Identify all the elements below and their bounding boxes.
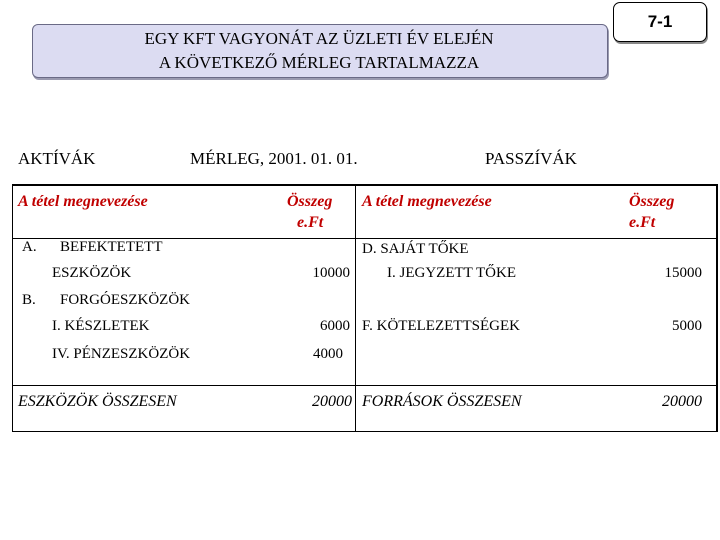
table-divider-middle (355, 184, 356, 432)
liabilities-total-label: FORRÁSOK ÖSSZESEN (362, 393, 522, 410)
col-amount-right-1: Összeg (629, 193, 675, 210)
asset-a-name-2: ESZKÖZÖK (52, 265, 132, 281)
assets-header: AKTÍVÁK (18, 149, 96, 168)
title-line-2: A KÖVETKEZŐ MÉRLEG TARTALMAZZA (158, 53, 480, 72)
asset-a-label: A. (22, 239, 37, 255)
slide-number: 7-1 (613, 2, 707, 42)
liability-f-value: 5000 (672, 318, 702, 334)
liabilities-header: PASSZÍVÁK (485, 149, 577, 168)
title-line-1: EGY KFT VAGYONÁT AZ ÜZLETI ÉV ELEJÉN (144, 29, 494, 48)
asset-b4-name: IV. PÉNZESZKÖZÖK (52, 346, 191, 362)
assets-total-label: ESZKÖZÖK ÖSSZESEN (18, 393, 177, 410)
balance-sheet-date: MÉRLEG, 2001. 01. 01. (190, 149, 358, 168)
liability-d1-value: 15000 (664, 265, 702, 281)
asset-b4-value: 4000 (313, 346, 343, 362)
asset-b-name: FORGÓESZKÖZÖK (60, 292, 191, 308)
col-amount-left-1: Összeg (287, 193, 333, 210)
asset-b-label: B. (22, 292, 36, 308)
asset-a-name-1: BEFEKTETETT (60, 239, 163, 255)
total-row-divider (12, 385, 718, 386)
assets-total-value: 20000 (312, 393, 352, 410)
liability-f-name: F. KÖTELEZETTSÉGEK (362, 318, 520, 334)
asset-b1-name: I. KÉSZLETEK (52, 318, 150, 334)
col-name-left: A tétel megnevezése (18, 193, 148, 210)
col-amount-left-2: e.Ft (297, 214, 324, 231)
liability-d-name: D. SAJÁT TŐKE (362, 241, 469, 257)
table-right-border (716, 184, 717, 432)
col-name-right: A tétel megnevezése (362, 193, 492, 210)
asset-a-value: 10000 (312, 265, 350, 281)
liabilities-total-value: 20000 (662, 393, 702, 410)
liability-d1-name: I. JEGYZETT TŐKE (387, 265, 517, 281)
col-amount-right-2: e.Ft (629, 214, 656, 231)
asset-b1-value: 6000 (320, 318, 350, 334)
